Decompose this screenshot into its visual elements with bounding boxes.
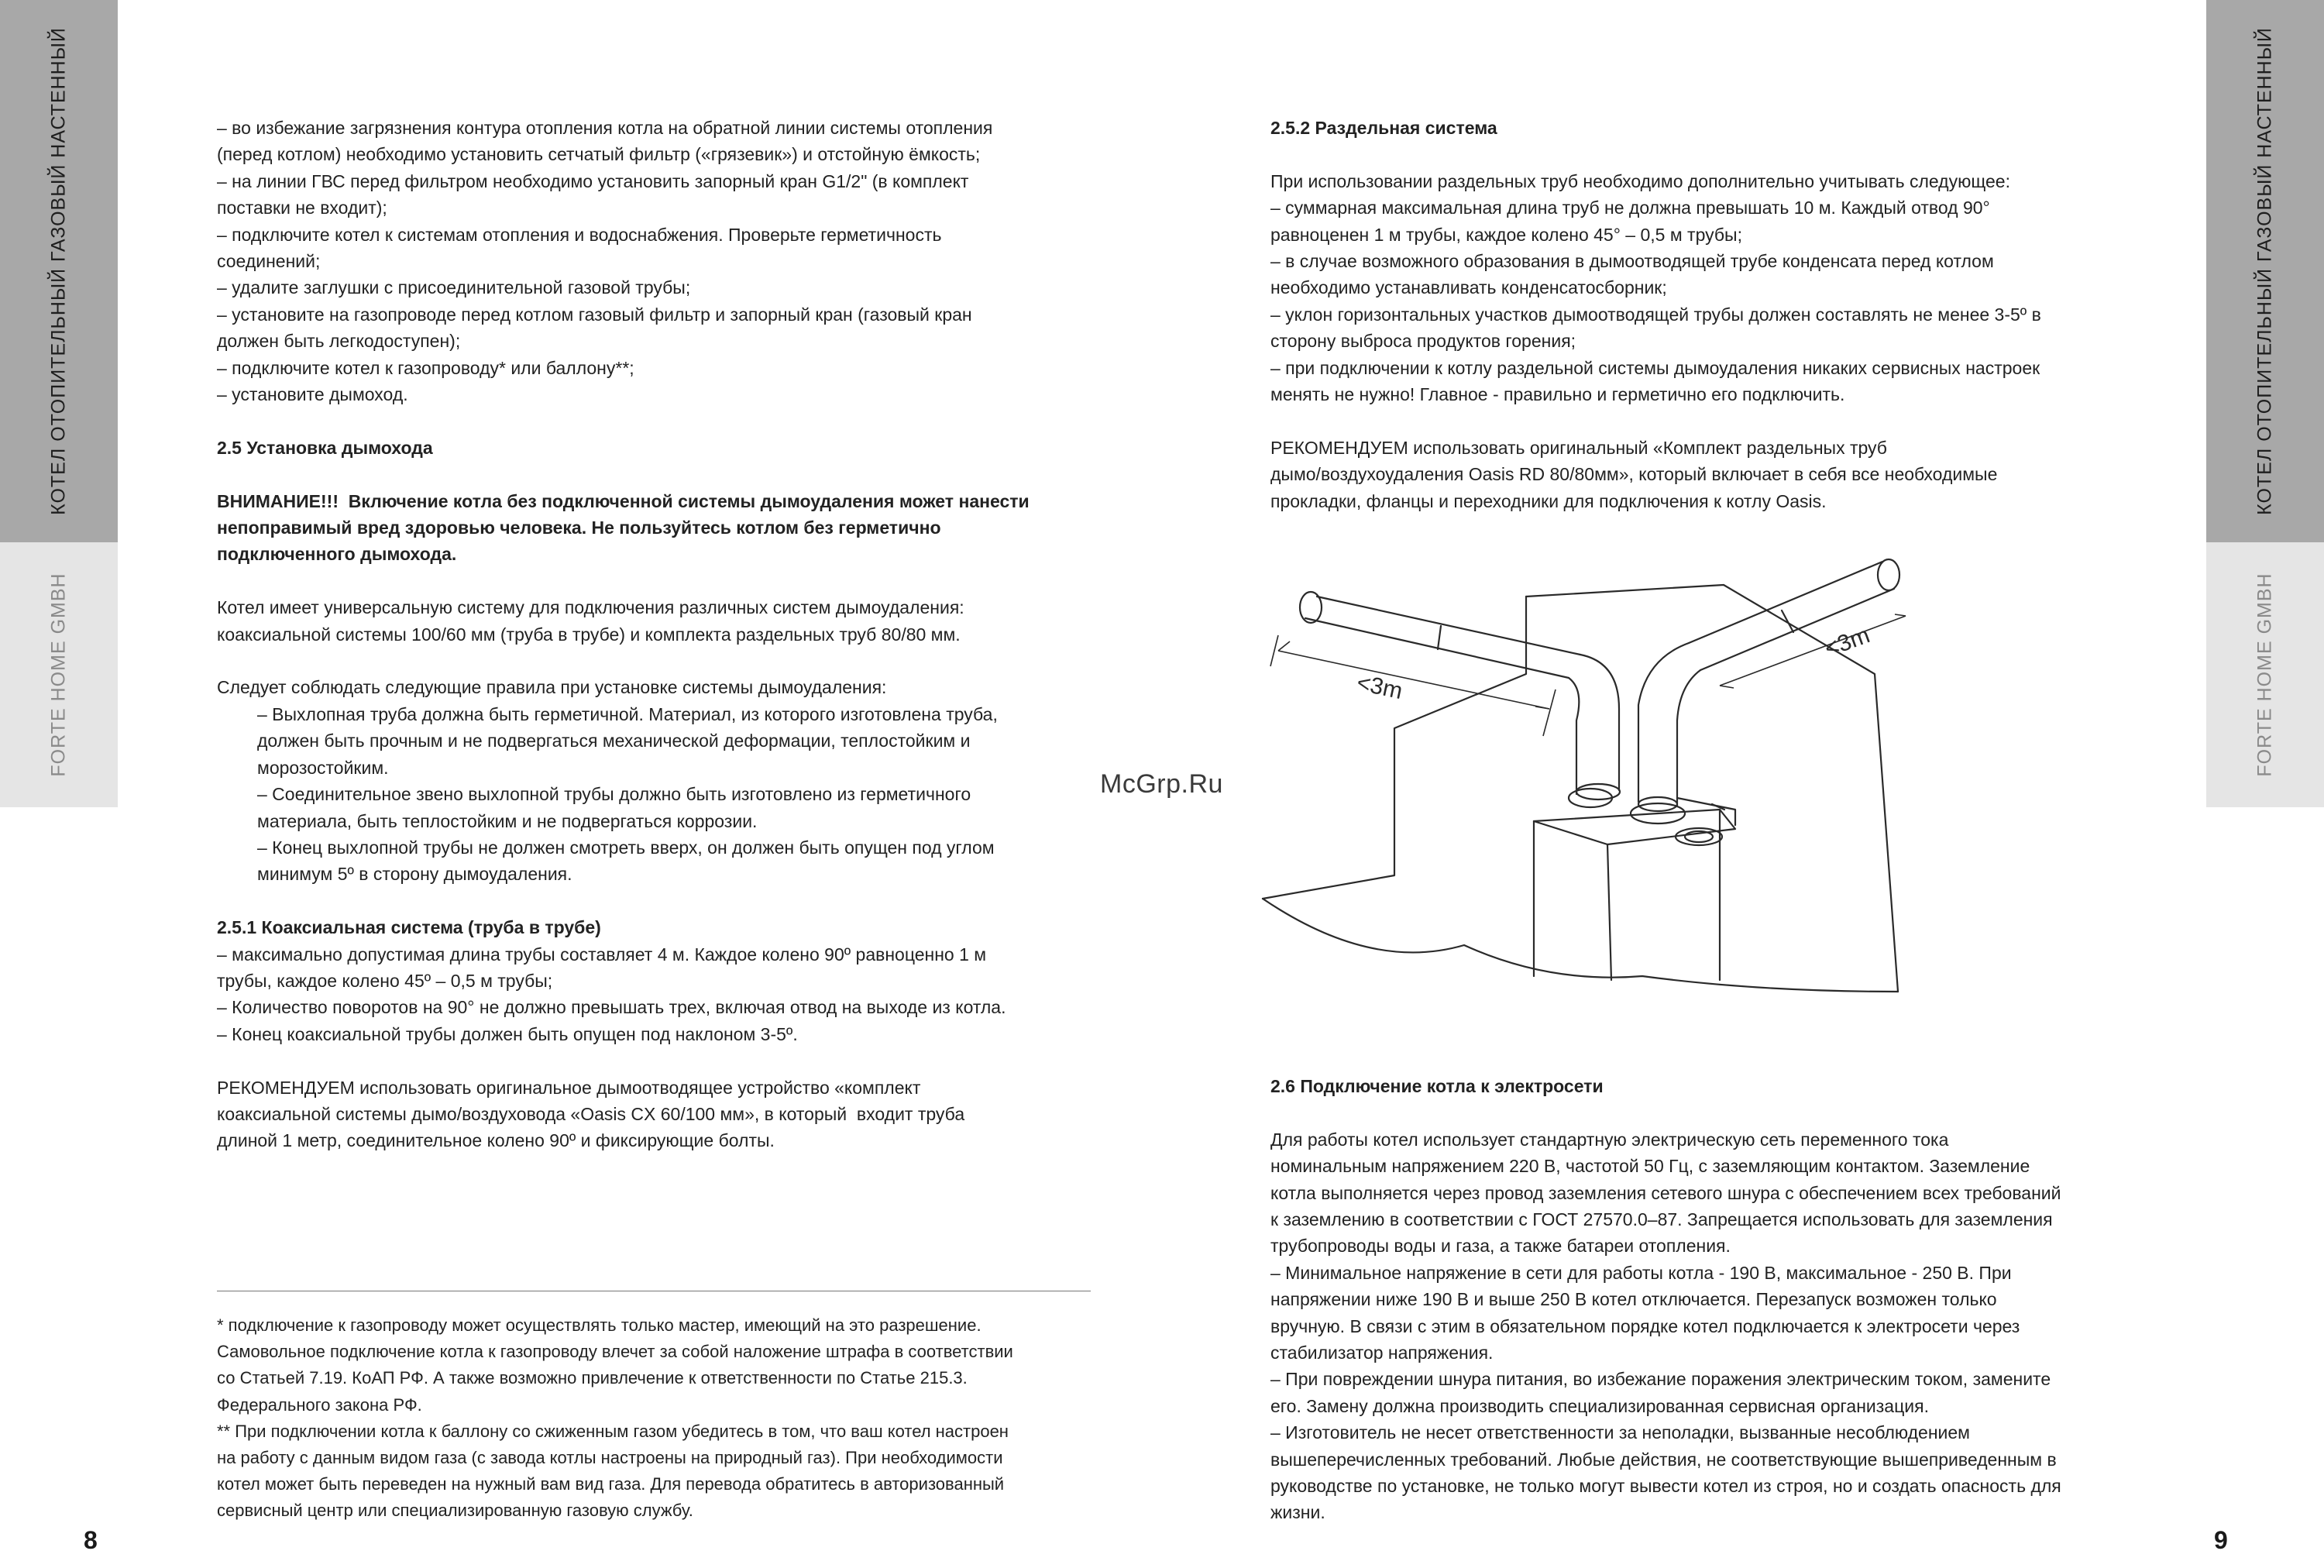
text-line: поставки не входит); (217, 198, 387, 218)
section-heading-2-5-2: 2.5.2 Раздельная система (1270, 118, 1497, 138)
text-line: вручную. В связи с этим в обязательном порядке котел подключается к электросети через (1270, 1315, 2020, 1336)
rule-line: должен быть прочным и не подвергаться механической деформации, теплостойким и (257, 731, 971, 751)
text-line: РЕКОМЕНДУЕМ использовать оригинальное дымоотводящее устройство «комплект (217, 1077, 921, 1098)
right-sidebar-title: КОТЕЛ ОТОПИТЕЛЬНЫЙ ГАЗОВЫЙ НАСТЕННЫЙ (2254, 27, 2276, 515)
footnote-line: котел может быть переведен на нужный вам вид газа. Для перевода обратитесь в авторизованный (217, 1474, 1005, 1494)
text-line: – подключите котел к системам отопления и водоснабжения. Проверьте герметичность (217, 224, 942, 245)
text-line: – максимально допустимая длина трубы составляет 4 м. Каждое колено 90º равноценно 1 м (217, 944, 987, 965)
text-line: стабилизатор напряжения. (1270, 1343, 1494, 1363)
text-line: коаксиальной системы 100/60 мм (труба в трубе) и комплекта раздельных труб 80/80 мм. (217, 624, 961, 645)
text-line: – Конец коаксиальной трубы должен быть опущен под наклоном 3-5º. (217, 1023, 798, 1044)
text-line: Следует соблюдать следующие правила при установке системы дымоудаления: (217, 677, 887, 698)
footnote-line: на работу с данным видом газа (с завода котлы настроены на природный газ). При необходимости (217, 1448, 1003, 1468)
text-line: Котел имеет универсальную систему для подключения различных систем дымоудаления: (217, 597, 964, 618)
text-line: номинальным напряжением 220 В, частотой 50 Гц, с заземляющим контактом. Заземление (1270, 1156, 2030, 1177)
dimension-label-left: <3m (1354, 669, 1405, 705)
left-sidebar-brand-tab (0, 542, 118, 807)
text-line: длиной 1 метр, соединительное колено 90º и фиксирующие болты. (217, 1130, 775, 1151)
right-sidebar-brand-tab (2206, 542, 2324, 807)
text-line: руководстве по установке, не только могут вывести котел из строя, но и создать опасность для (1270, 1476, 2061, 1497)
text-line: РЕКОМЕНДУЕМ использовать оригинальный «Комплект раздельных труб (1270, 437, 1887, 458)
text-line: – При повреждении шнура питания, во избежание поражения электрическим током, замените (1270, 1369, 2051, 1390)
page-number-right: 9 (2214, 1526, 2228, 1554)
section-heading-2-6: 2.6 Подключение котла к электросети (1270, 1076, 1604, 1096)
warning-line: подключенного дымохода. (217, 544, 457, 565)
left-page-column (217, 115, 1147, 1154)
rule-line: – Соединительное звено выхлопной трубы должно быть изготовлено из герметичного (257, 784, 971, 805)
text-line: дымо/воздухоудаления Oasis RD 80/80мм», который включает в себя все необходимые (1270, 464, 1998, 485)
footnote-line: со Статьей 7.19. КоАП РФ. А также возможно привлечение к ответственности по Статье 215.3. (217, 1368, 968, 1388)
text-line: При использовании раздельных труб необходимо дополнительно учитывать следующее: (1270, 170, 2010, 191)
text-line: – удалите заглушки с присоединительной газовой трубы; (217, 277, 691, 298)
text-line: котла выполняется через провод заземления сетевого шнура с обеспечением всех требований (1270, 1182, 2061, 1203)
text-line: – в случае возможного образования в дымоотводящей трубе конденсата перед котлом (1270, 251, 1994, 272)
section-heading-2-5-1: 2.5.1 Коаксиальная система (труба в трубе) (217, 917, 601, 938)
rule-line: морозостойким. (257, 757, 389, 778)
text-line: вышеперечисленных требований. Любые действия, не соответствующие вышеприведенным в (1270, 1449, 2057, 1470)
text-line: – Изготовитель не несет ответственности за неполадки, вызванные несоблюдением (1270, 1422, 1970, 1443)
right-page-bottom-column (1270, 1073, 2185, 1526)
left-sidebar-title: КОТЕЛ ОТОПИТЕЛЬНЫЙ ГАЗОВЫЙ НАСТЕННЫЙ (47, 27, 70, 515)
right-page-top-column (1270, 115, 2185, 514)
text-line: (перед котлом) необходимо установить сетчатый фильтр («грязевик») и отстойную ёмкость; (217, 144, 981, 165)
rule-line: – Конец выхлопной трубы не должен смотреть вверх, он должен быть опущен под углом (257, 837, 995, 858)
text-line: равноценен 1 м трубы, каждое колено 45° – 0,5 м трубы; (1270, 224, 1742, 245)
text-line: – установите дымоход. (217, 384, 408, 405)
text-line: – при подключении к котлу раздельной системы дымоудаления никаких сервисных настроек (1270, 357, 2040, 378)
text-line: напряжении ниже 190 В и выше 250 В котел отключается. Перезапуск возможен только (1270, 1289, 1997, 1310)
text-line: прокладки, фланцы и переходники для подключения к котлу Oasis. (1270, 490, 1827, 511)
text-line: – подключите котел к газопроводу* или баллону**; (217, 357, 634, 378)
rule-line: минимум 5º в сторону дымоудаления. (257, 864, 572, 885)
text-line: жизни. (1270, 1502, 1325, 1523)
watermark-text: McGrp.Ru (1100, 769, 1223, 799)
rule-line: материала, быть теплостойким и не подвергаться коррозии. (257, 810, 758, 831)
footnote-line: ** При подключении котла к баллону со сжиженным газом убедитесь в том, что ваш котел настроен (217, 1421, 1009, 1441)
text-line: его. Замену должна производить специализированная сервисная организация. (1270, 1395, 1929, 1416)
text-line: трубы, каждое колено 45º – 0,5 м трубы; (217, 970, 553, 991)
text-line: к заземлению в соответствии с ГОСТ 27570.0–87. Запрещается использовать для заземления (1270, 1209, 2053, 1230)
footnote-line: * подключение к газопроводу может осуществлять только мастер, имеющий на это разрешение. (217, 1315, 982, 1335)
text-line: Для работы котел использует стандартную электрическую сеть переменного тока (1270, 1129, 1949, 1150)
footnote-line: сервисный центр или специализированную газовую службу. (217, 1501, 693, 1521)
text-line: – во избежание загрязнения контура отопления котла на обратной линии системы отопления (217, 118, 993, 138)
left-sidebar-brand: FORTE HOME GMBH (47, 573, 70, 777)
text-line: менять не нужно! Главное - правильно и герметично его подключить. (1270, 384, 1845, 405)
section-heading-2-5: 2.5 Установка дымохода (217, 437, 433, 458)
text-line: – Минимальное напряжение в сети для работы котла - 190 В, максимальное - 250 В. При (1270, 1262, 2012, 1283)
text-line: – Количество поворотов на 90° не должно превышать трех, включая отвод на выходе из котла. (217, 997, 1006, 1018)
footnotes (217, 1312, 1147, 1525)
warning-line: непоправимый вред здоровью человека. Не пользуйтесь котлом без герметично (217, 518, 941, 538)
separate-flue-diagram (1255, 542, 1921, 1007)
text-line: – уклон горизонтальных участков дымоотводящей трубы должен составлять не менее 3-5º в (1270, 304, 2041, 325)
text-line: необходимо устанавливать конденсатосборник; (1270, 277, 1667, 298)
warning-line: ВНИМАНИЕ!!! Включение котла без подключенной системы дымоудаления может нанести (217, 490, 1030, 511)
text-line: – на линии ГВС перед фильтром необходимо установить запорный кран G1/2" (в комплект (217, 170, 969, 191)
left-sidebar-title-tab (0, 0, 118, 542)
dimension-label-right: <3m (1821, 622, 1874, 662)
text-line: коаксиальной системы дымо/воздуховода «Oasis CX 60/100 мм», в который входит труба (217, 1103, 965, 1124)
text-line: – суммарная максимальная длина труб не должна превышать 10 м. Каждый отвод 90° (1270, 198, 1990, 218)
text-line: трубопроводы воды и газа, а также батареи отопления. (1270, 1236, 1731, 1257)
text-line: – установите на газопроводе перед котлом газовый фильтр и запорный кран (газовый кран (217, 304, 972, 325)
rule-line: – Выхлопная труба должна быть герметичной. Материал, из которого изготовлена труба, (257, 703, 998, 724)
text-line: соединений; (217, 251, 321, 272)
footnote-line: Самовольное подключение котла к газопроводу влечет за собой наложение штрафа в соответствии (217, 1342, 1013, 1362)
right-sidebar-title-tab (2206, 0, 2324, 542)
footnote-line: Федерального закона РФ. (217, 1394, 422, 1415)
text-line: должен быть легкодоступен); (217, 331, 461, 352)
right-sidebar-brand: FORTE HOME GMBH (2254, 573, 2276, 777)
page-number-left: 8 (84, 1526, 98, 1554)
text-line: сторону выброса продуктов горения; (1270, 331, 1576, 352)
